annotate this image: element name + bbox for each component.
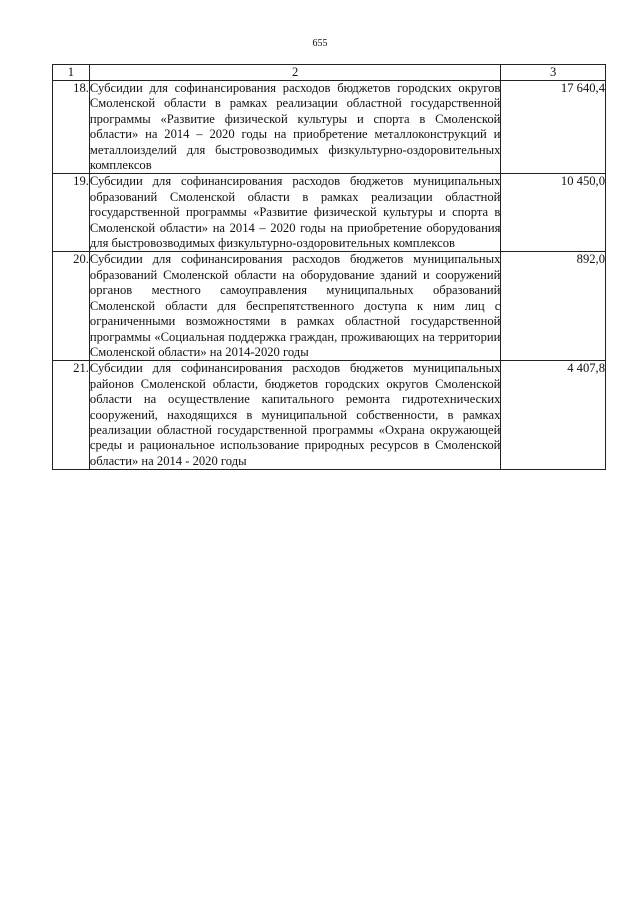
column-header-1: 1 — [53, 65, 90, 81]
table-row — [53, 174, 606, 252]
subsidies-table — [52, 64, 606, 470]
row-description: Субсидии для софинансирования расходов бюджетов городских округов Смоленской области в рамках реализации областной государственной программы «Развитие физической культуры и спорта в Смоленской области» на 2014 – 2020 годы на приобретение металлоконструкций и металлоизделий для быстровозводимых физкультурно-оздоровительных комплексов — [89, 81, 501, 173]
page-number: 655 — [312, 38, 328, 49]
row-amount: 4 407,8 — [501, 361, 606, 470]
row-number: 20. — [53, 252, 90, 361]
row-description: Субсидии для софинансирования расходов бюджетов муниципальных образований Смоленской области на оборудование зданий и сооружений органов местного самоуправления муниципальных образований Смоленской области для беспрепятственного доступа к ним лиц с ограниченными возможностями в рамках областной государственной программы «Социальная поддержка граждан, проживающих на территории Смоленской области» на 2014-2020 годы — [89, 252, 501, 359]
table-header-row — [53, 65, 606, 81]
column-header-3: 3 — [501, 65, 606, 81]
row-amount: 10 450,0 — [501, 174, 606, 252]
row-description: Субсидии для софинансирования расходов бюджетов муниципальных районов Смоленской области, бюджетов городских округов Смоленской области на осуществление капитального ремонта гидротехнических сооружений, находящихся в муниципальной собственности, в рамках реализации областной государственной программы «Охрана окружающей среды и рациональное использование природных ресурсов в Смоленской области» на 2014 - 2020 годы — [89, 361, 501, 468]
row-number: 19. — [53, 174, 90, 252]
row-amount: 892,0 — [501, 252, 606, 361]
table-row — [53, 81, 606, 174]
row-number: 21. — [53, 361, 90, 470]
table-row — [53, 252, 606, 361]
column-header-2: 2 — [89, 65, 500, 81]
row-description: Субсидии для софинансирования расходов бюджетов муниципальных образований Смоленской области в рамках реализации областной государственной программы «Развитие физической культуры и спорта в Смоленской области» на 2014 – 2020 годы на приобретение оборудования для быстровозводимых физкультурно-оздоровительных комплексов — [89, 174, 501, 251]
table-row — [53, 361, 606, 470]
row-amount: 17 640,4 — [501, 81, 606, 174]
row-number: 18. — [53, 81, 90, 174]
